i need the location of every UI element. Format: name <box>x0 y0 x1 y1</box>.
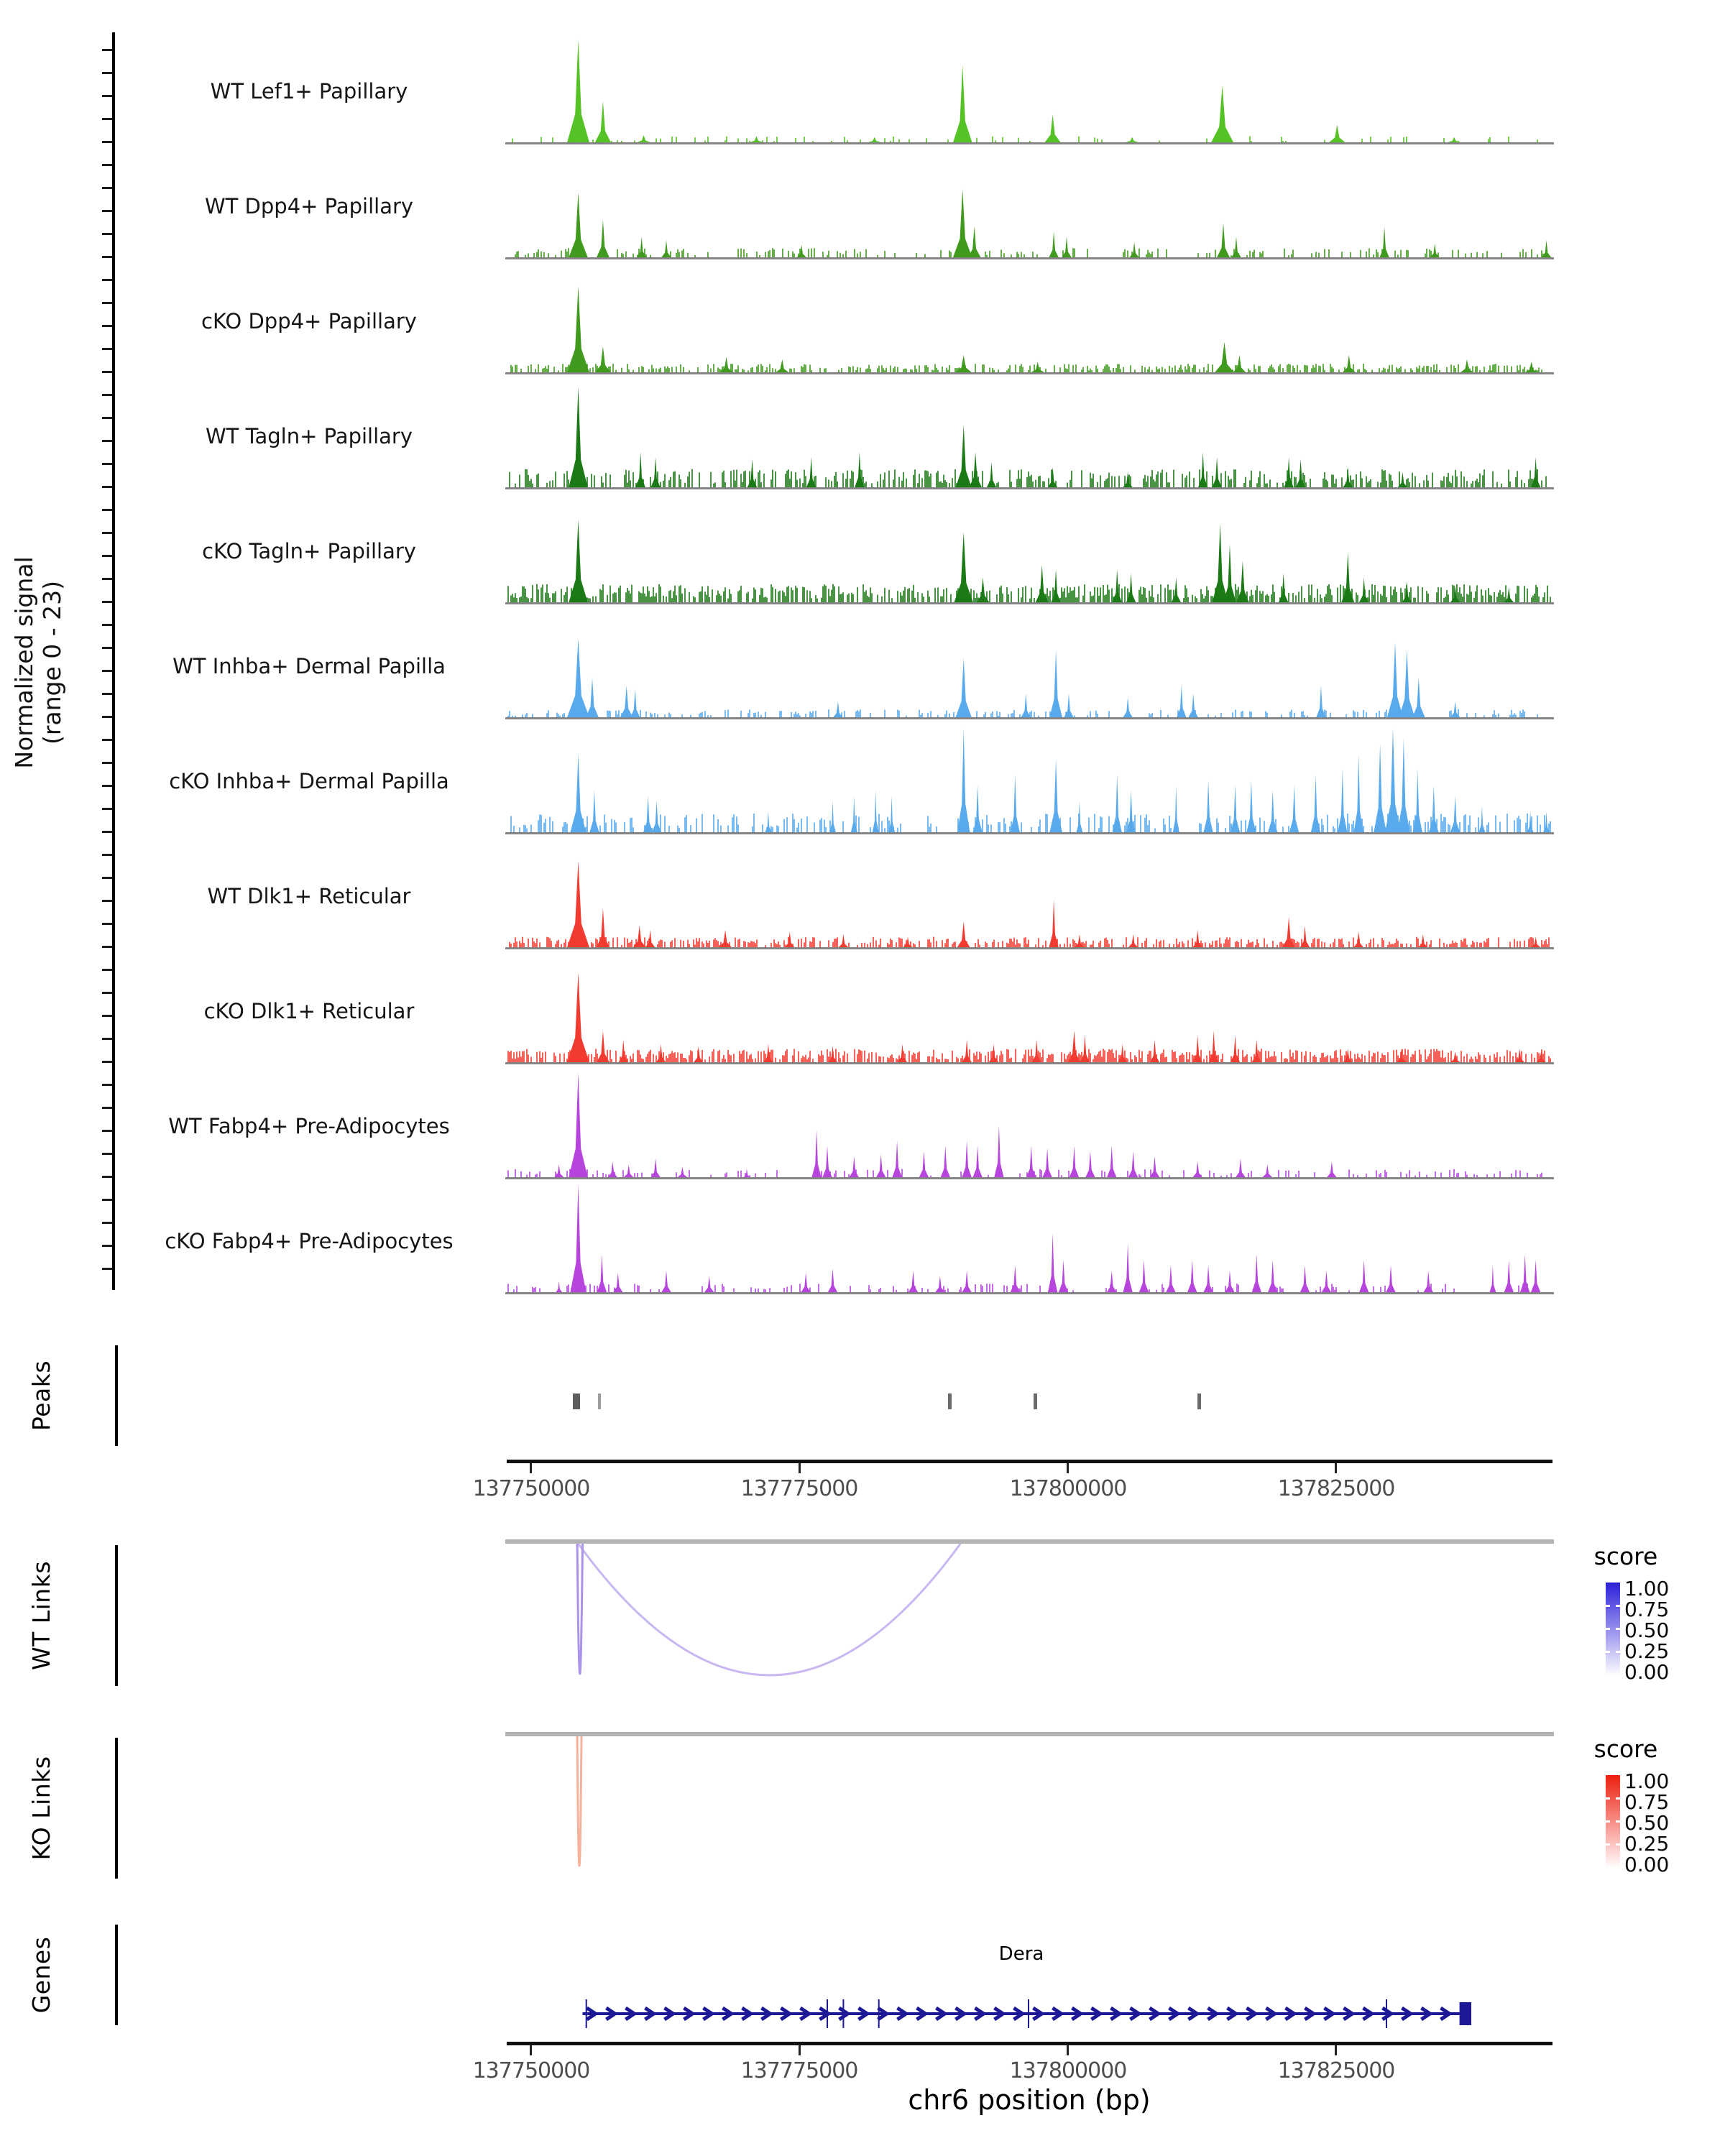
track-label: WT Inhba+ Dermal Papilla <box>172 654 446 678</box>
y-axis-tick <box>102 923 112 925</box>
x-axis-tick-label: 137800000 <box>1009 1476 1127 1501</box>
ko-links-legend-title: score <box>1593 1735 1658 1763</box>
x-axis-tick-label: 137750000 <box>472 1476 590 1501</box>
y-axis-tick <box>102 486 112 488</box>
y-axis-tick <box>102 164 112 166</box>
genes-section-label: Genes <box>27 1936 55 2014</box>
y-axis-tick <box>102 762 112 764</box>
x-axis-tick-label: 137825000 <box>1277 1476 1395 1501</box>
colorbar-tick <box>1606 1843 1610 1846</box>
colorbar-tick <box>1606 1797 1610 1800</box>
colorbar-tick <box>1606 1628 1610 1630</box>
legend-label: 0.25 <box>1624 1832 1670 1856</box>
x-axis-tick <box>1067 1463 1069 1473</box>
y-axis-tick <box>102 1199 112 1201</box>
track-signal <box>505 839 1554 948</box>
y-axis-tick <box>102 854 112 856</box>
track-label: WT Lef1+ Papillary <box>210 79 408 103</box>
wt-links-legend-colorbar <box>1606 1583 1620 1676</box>
y-axis-tick <box>102 233 112 235</box>
y-axis-tick <box>102 1176 112 1178</box>
signal-y-axis-label-line2: (range 0 - 23) <box>38 580 66 745</box>
y-axis-tick <box>102 325 112 327</box>
y-axis-tick <box>102 1130 112 1132</box>
x-axis-tick-label: 137800000 <box>1009 2058 1127 2083</box>
wt-links-arcs <box>505 1542 1554 1687</box>
track-signal <box>505 609 1554 718</box>
ko-links-bracket <box>115 1738 118 1879</box>
y-axis-tick <box>102 808 112 810</box>
y-axis-tick <box>102 417 112 419</box>
signal-y-axis-label <box>10 411 68 914</box>
x-axis-tick-label: 137750000 <box>472 2058 590 2083</box>
track-baseline <box>505 257 1554 259</box>
wt-links-section-label: WT Links <box>27 1560 55 1671</box>
track-baseline <box>505 142 1554 144</box>
wt-links-legend-labels <box>1624 1578 1711 1682</box>
y-axis-tick <box>102 279 112 281</box>
y-axis-tick <box>102 578 112 580</box>
colorbar-tick <box>1606 1605 1610 1607</box>
track-signal <box>505 264 1554 373</box>
peak-interval <box>1034 1393 1037 1409</box>
x-axis-bottom-line <box>507 2042 1552 2045</box>
y-axis-tick <box>102 187 112 189</box>
y-axis-tick <box>102 1061 112 1063</box>
ko-links-legend-colorbar <box>1606 1775 1620 1869</box>
y-axis-tick <box>102 1107 112 1109</box>
x-axis-tick <box>799 2045 801 2055</box>
track-baseline <box>505 947 1554 949</box>
track-label: cKO Fabp4+ Pre-Adipocytes <box>165 1229 454 1253</box>
y-axis-tick <box>102 394 112 396</box>
colorbar-tick <box>1606 1820 1610 1823</box>
track-signal <box>505 379 1554 488</box>
ko-links-section-label: KO Links <box>27 1756 55 1861</box>
colorbar-tick <box>1616 1843 1620 1846</box>
track-label: WT Dlk1+ Reticular <box>207 884 411 908</box>
x-axis-tick <box>530 2045 532 2055</box>
y-axis-tick <box>102 348 112 350</box>
gene-model <box>505 1991 1554 2037</box>
track-label: WT Tagln+ Papillary <box>205 424 413 448</box>
y-axis-tick <box>102 1268 112 1270</box>
y-axis-tick <box>102 624 112 626</box>
legend-label: 0.00 <box>1624 1853 1670 1876</box>
legend-label: 0.50 <box>1624 1618 1670 1642</box>
legend-label: 1.00 <box>1624 1769 1670 1793</box>
y-axis-tick <box>102 49 112 51</box>
y-axis-tick <box>102 1015 112 1017</box>
y-axis-tick <box>102 739 112 741</box>
y-axis-tick <box>102 946 112 948</box>
track-baseline <box>505 1062 1554 1064</box>
x-axis-tick-label: 137775000 <box>740 1476 858 1501</box>
y-axis-tick <box>102 1084 112 1086</box>
y-axis-tick <box>102 302 112 304</box>
peaks-section-label: Peaks <box>27 1360 55 1432</box>
x-axis-tick-label: 137825000 <box>1277 2058 1395 2083</box>
y-axis-tick <box>102 992 112 994</box>
y-axis-tick <box>102 256 112 258</box>
track-baseline <box>505 717 1554 719</box>
y-axis-tick <box>102 670 112 672</box>
y-axis-tick <box>102 95 112 97</box>
y-axis-tick <box>102 141 112 143</box>
y-axis-tick <box>102 716 112 718</box>
colorbar-tick <box>1616 1628 1620 1630</box>
colorbar-tick <box>1616 1820 1620 1823</box>
x-axis-title: chr6 position (bp) <box>908 2084 1151 2116</box>
y-axis-tick <box>102 72 112 74</box>
y-axis-tick <box>102 371 112 373</box>
track-signal <box>505 149 1554 258</box>
x-axis-top-line <box>507 1460 1552 1463</box>
x-axis-tick-label: 137775000 <box>740 2058 858 2083</box>
y-axis-tick <box>102 118 112 120</box>
x-axis-tick <box>1335 1463 1337 1473</box>
x-axis-tick <box>1335 2045 1337 2055</box>
peak-interval <box>573 1393 580 1409</box>
y-axis-tick <box>102 555 112 557</box>
colorbar-tick <box>1616 1605 1620 1607</box>
y-axis-tick <box>102 1153 112 1155</box>
legend-label: 0.75 <box>1624 1598 1670 1621</box>
colorbar-tick <box>1606 1651 1610 1653</box>
y-axis-tick <box>102 831 112 833</box>
peak-interval <box>598 1393 601 1409</box>
track-label: cKO Inhba+ Dermal Papilla <box>169 769 449 793</box>
peak-interval <box>1197 1393 1201 1409</box>
y-axis-tick <box>102 693 112 695</box>
track-label: cKO Dlk1+ Reticular <box>203 999 415 1023</box>
track-signal <box>505 1069 1554 1178</box>
track-label: WT Dpp4+ Papillary <box>204 194 414 218</box>
legend-label: 0.50 <box>1624 1811 1670 1835</box>
legend-label: 0.00 <box>1624 1660 1670 1684</box>
track-signal <box>505 34 1554 143</box>
y-axis-tick <box>102 210 112 212</box>
peaks-bracket <box>115 1345 118 1446</box>
y-axis-tick <box>102 463 112 465</box>
ko-links-arcs <box>505 1735 1554 1880</box>
peak-interval <box>948 1393 952 1409</box>
ko-links-legend-labels <box>1624 1771 1711 1875</box>
y-axis-tick <box>102 1222 112 1224</box>
track-label: cKO Dpp4+ Papillary <box>201 309 417 333</box>
y-axis-tick <box>102 1245 112 1247</box>
gene-name-label: Dera <box>998 1943 1044 1965</box>
track-baseline <box>505 487 1554 489</box>
x-axis-tick <box>799 1463 801 1473</box>
y-axis-tick <box>102 509 112 511</box>
wt-links-legend-title: score <box>1593 1542 1658 1570</box>
track-baseline <box>505 372 1554 374</box>
x-axis-tick <box>1067 2045 1069 2055</box>
legend-label: 0.75 <box>1624 1790 1670 1814</box>
track-signal <box>505 724 1554 833</box>
colorbar-tick <box>1616 1797 1620 1800</box>
legend-label: 0.25 <box>1624 1639 1670 1663</box>
wt-links-bracket <box>115 1545 118 1686</box>
legend-label: 1.00 <box>1624 1577 1670 1600</box>
track-signal <box>505 954 1554 1063</box>
genes-bracket <box>115 1925 118 2025</box>
y-axis-tick <box>102 440 112 442</box>
y-axis-tick <box>102 532 112 534</box>
track-baseline <box>505 832 1554 834</box>
track-label: WT Fabp4+ Pre-Adipocytes <box>168 1114 450 1138</box>
y-axis-tick <box>102 1038 112 1040</box>
track-signal <box>505 1184 1554 1293</box>
y-axis-tick <box>102 785 112 787</box>
track-baseline <box>505 602 1554 604</box>
y-axis-tick <box>102 900 112 902</box>
colorbar-tick <box>1616 1651 1620 1653</box>
y-axis-tick <box>102 877 112 879</box>
y-axis-tick <box>102 969 112 971</box>
x-axis-tick <box>530 1463 532 1473</box>
y-axis-tick <box>102 601 112 603</box>
y-axis-tick <box>102 647 112 649</box>
track-signal <box>505 494 1554 603</box>
signal-y-axis-label-line1: Normalized signal <box>10 556 38 769</box>
signal-y-axis-line <box>112 32 115 1290</box>
track-baseline <box>505 1177 1554 1179</box>
track-baseline <box>505 1292 1554 1294</box>
track-label: cKO Tagln+ Papillary <box>202 539 416 563</box>
